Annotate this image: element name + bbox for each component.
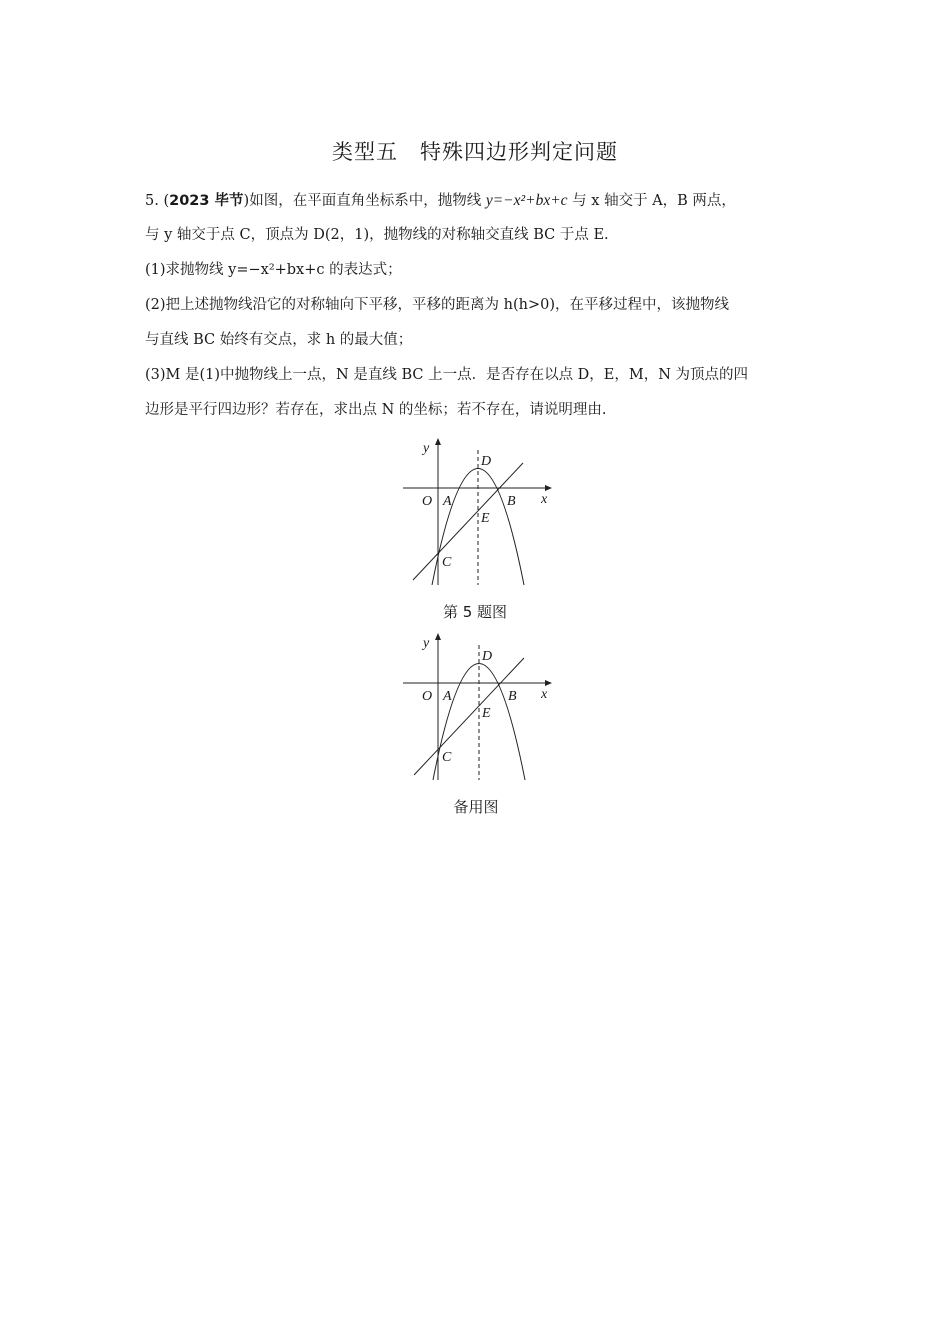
label-c: C (442, 750, 452, 765)
label-b: B (507, 494, 516, 509)
x-axis-arrow-icon (545, 485, 552, 491)
intro-text-a: 如图，在平面直角坐标系中，抛物线 (249, 193, 486, 209)
figure-problem-5 (395, 435, 555, 590)
question-1: (1)求抛物线 y=−x²+bx+c 的表达式； (145, 262, 402, 278)
label-e: E (481, 511, 490, 526)
y-axis-arrow-icon (435, 633, 441, 640)
source-paren-open: ( (163, 193, 170, 209)
problem-intro-line-1 (145, 183, 810, 218)
y-axis-arrow-icon (435, 438, 441, 445)
label-a: A (443, 689, 452, 704)
figure-1-caption: 第 5 题图 (442, 603, 508, 621)
label-x: x (541, 492, 548, 507)
question-3-line-2: 边形是平行四边形？若存在，求出点 N 的坐标；若不存在，请说明理由. (145, 402, 607, 418)
figure-2-caption: 备用图 (453, 798, 499, 816)
label-y: y (423, 441, 430, 456)
label-y: y (423, 636, 430, 651)
problem-5 (145, 183, 810, 428)
parabola-equation: y=−x²+bx+c (485, 192, 568, 209)
line-bc (413, 463, 523, 580)
figure-backup (395, 630, 555, 785)
label-d: D (481, 454, 492, 469)
x-axis-arrow-icon (545, 680, 552, 686)
intro-text-b: 与 x 轴交于 A，B 两点， (567, 193, 736, 209)
label-a: A (443, 494, 452, 509)
label-c: C (442, 555, 452, 570)
label-x: x (541, 687, 548, 702)
problem-intro-line-2: 与 y 轴交于点 C，顶点为 D(2，1)，抛物线的对称轴交直线 BC 于点 E. (145, 227, 609, 243)
question-3-line-1: (3)M 是(1)中抛物线上一点，N 是直线 BC 上一点．是否存在以点 D，E，M，N 为顶点的四 (145, 367, 749, 383)
label-e: E (482, 706, 491, 721)
problem-number: 5. (145, 193, 159, 209)
question-2-line-1: (2)把上述抛物线沿它的对称轴向下平移，平移的距离为 h(h>0)，在平移过程中，该抛物线 (145, 297, 730, 313)
label-o: O (422, 689, 433, 704)
label-o: O (422, 494, 433, 509)
section-title-type: 类型五 (332, 140, 398, 164)
line-bc (414, 658, 524, 775)
label-d: D (482, 649, 493, 664)
question-2-line-2: 与直线 BC 始终有交点，求 h 的最大值； (145, 332, 413, 348)
label-b: B (508, 689, 517, 704)
section-title (0, 136, 950, 166)
section-title-topic: 特殊四边形判定问题 (420, 140, 618, 164)
source-paren-close: ) (243, 193, 250, 209)
problem-source: 2023 毕节 (169, 193, 244, 209)
